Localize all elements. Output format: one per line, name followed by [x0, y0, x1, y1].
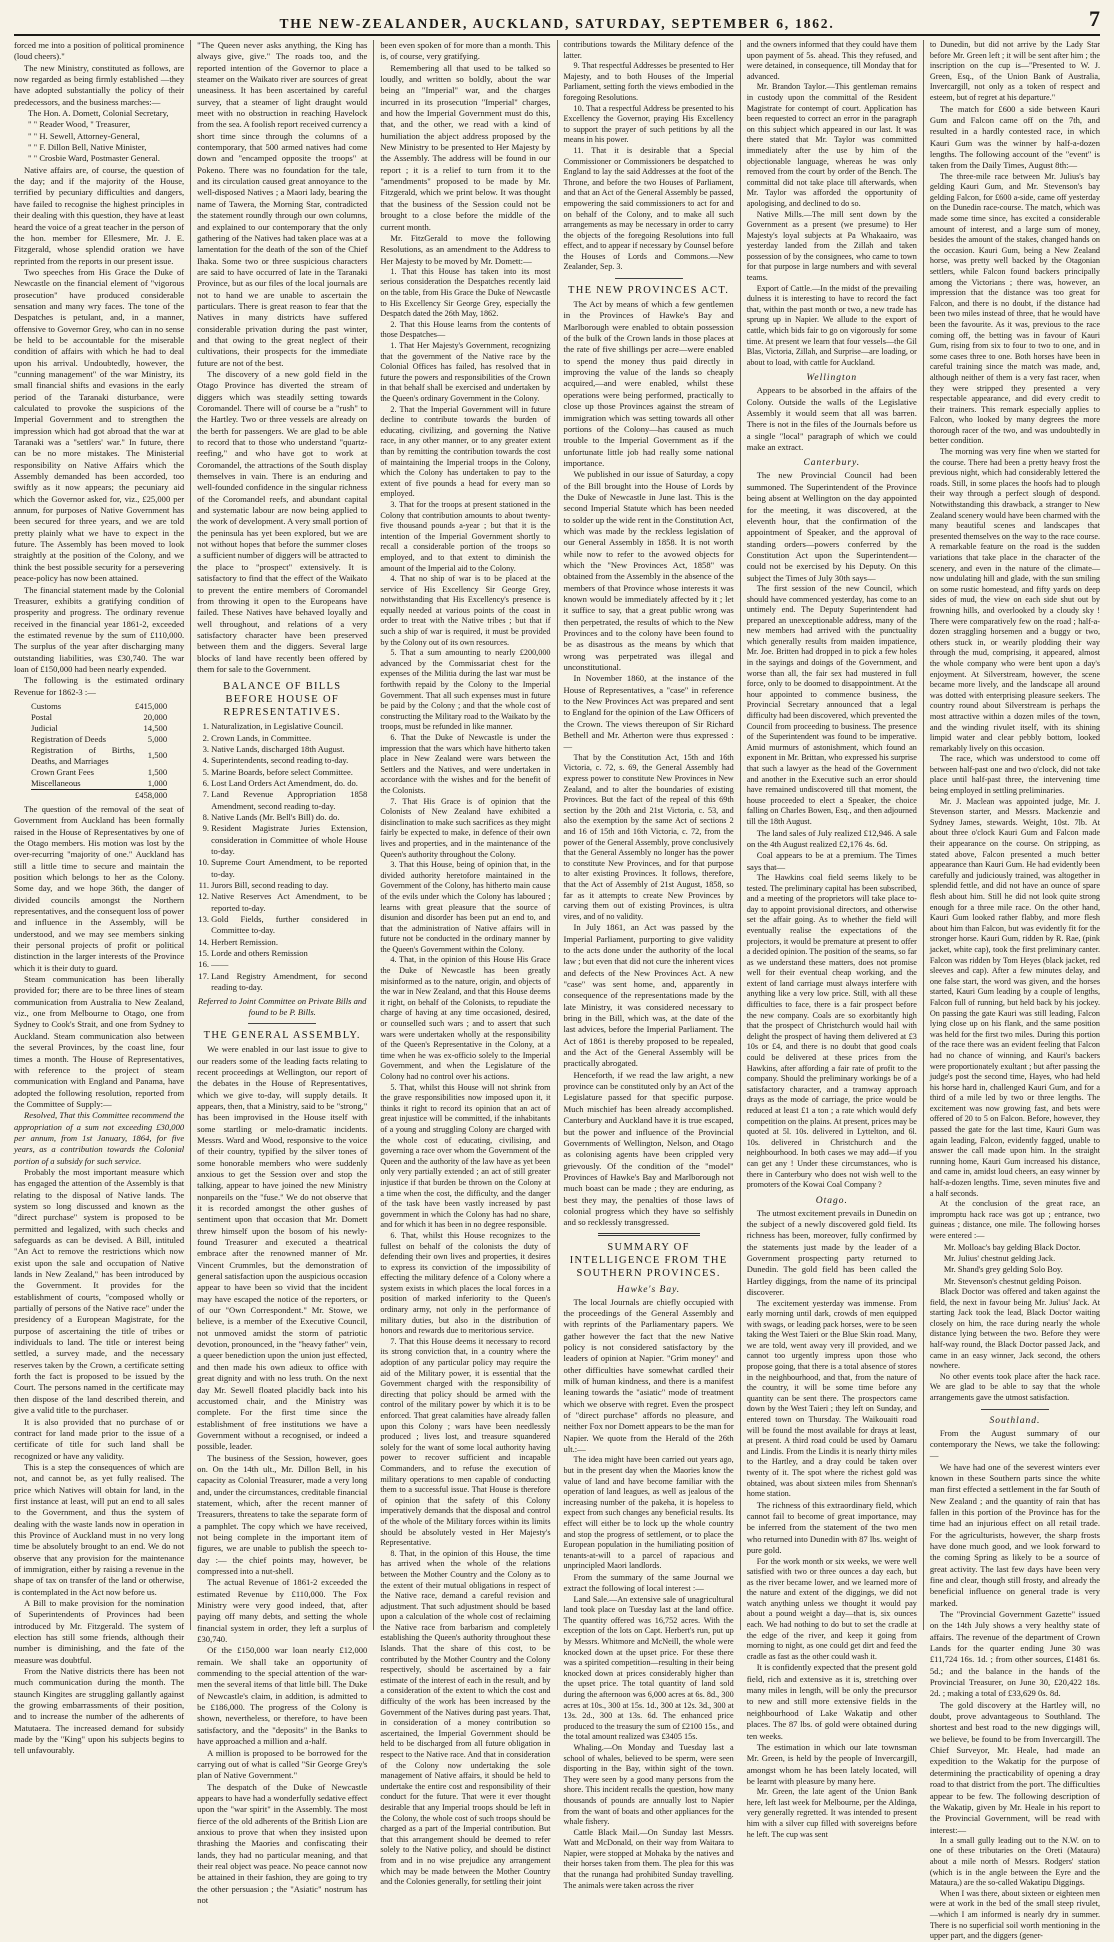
paragraph: The excitement yesterday was immense. From early morning until dark, crowds of men equipped with swags, or leading pack horses, were to be seen taking the West Taieri or the Blue Skin road. Many, we are told, went away very ill provided, and we cannot too urgently impress upon those who propose going, that there is a total absence of stores in the neighbourhood, and that, from the nature of the country, it will be some time before any quantity can be sent there. The prospectors came down by the West Taieri ; they left on Sunday, and entered town on Thursday. The Waikouaiti road will be found the most available for drays at least, at present. A third road could be used by Oamaru and Lindis. From the Lindis it is nearly thirty miles to the Hartley, and a dray could be taken over twenty of it. The spot where the richest gold was obtained, was about sixteen miles from Shennan's home station.	[746, 1298, 917, 1499]
revenue-amount: £415,000	[134, 700, 168, 711]
list-item: 7. Land Revenue Appropriation 1858 Amendment, second reading to-day.	[211, 789, 367, 812]
divider	[248, 1023, 316, 1024]
revenue-label: Judicial	[31, 722, 58, 733]
paragraph: The race, which was understood to come off between half-past one and two o'clock, did not take place until half-past three, the intervening time being employed in settling preliminaries.	[929, 754, 1101, 796]
paragraph: Coal appears to be at a premium. The Times says that—	[746, 850, 917, 872]
paragraph: The local Journals are chiefly occupied with the proceedings of the General Assembly and with reprints of the Parliamentary papers. We gather however the fact that the new Native policy is not considered satisfactory by the leaders of opinion at Napier. "Grim money" and other difficulties have somewhat cardled their milk of human kindness, and there is a manifest leaning towards the "asiatic" mode of treatment which we observe with regret. Even the prospect of "direct purchase" affords no pleasure, and neither Fox nor Domett appears to be the man for Napier. We quote from the Herald of the 26th ult.:—	[563, 1296, 734, 1455]
table-total-row	[31, 789, 167, 801]
paragraph: The discovery of a new gold field in the Otago Province has diverted the stream of diggers which was steadily setting towards Coromandel. There will of course be a "rush" to the Hartley. Two or three vessels are already on the berth for passengers. We are glad to be able to record that to those who understand "quartz-reefing," and who have got to work at Coromandel, the attractions of the South display themselves in vain. There is an enduring and well-founded confidence in the singular richness of the Coromandel reefs, and abundant capital and systematic labour are now being applied to the work of development. A very small portion of the peninsula has yet been explored, but we are not without hopes that before the summer closes a sufficient number of diggers will be attracted to the place to "prospect" extensively. It is satisfactory to find that the effect of the Waikato to prevent the entire members of Coromandel from throwing it open to the Europeans have failed. These Natives have behaved loyally and well throughout, and relations of a very satisfactory character have been preserved between them and the diggers. Several large blocks of land have recently been offered by them for sale to the Government.	[197, 368, 368, 674]
list-item: Mr. Julius' chestnut gelding Jack.	[943, 1253, 1056, 1263]
paragraph: From the August summary of our contemporary the News, we take the following:—	[929, 1427, 1101, 1461]
list-item: 9. Resident Magistrate Juries Extension, consideration in Committee of whole House to-day.	[211, 823, 367, 857]
paragraph: Mr. Green, the late agent of the Union Bank here, left last week for Melbourne, per the Aldinga, very generally regretted. It was intended to present him with a silver cup filled with sovereigns before he left. The cup was sent	[746, 1787, 917, 1839]
revenue-amount: 1,500	[147, 766, 168, 777]
resolution: 8. That, in the opinion of this House, the time has arrived when the whole of the relations between the Mother Country and the Colony as to the extent of their mutual obligations in respect of the Native race, demand a careful revision and adjustment. That such adjustment should be based upon a calculation of the whole cost of reclaiming the Native race from barbarism and completely establishing the Queen's authority throughout these Islands. That the share of this cost, to be contributed by the Mother Country and the Colony respectively, should be ascertained by a fair estimate of the interest of each in the result, and by a consideration of the extent to which the cost and difficulty of the work has been increased by the Government of the Natives during past years. That, in consideration of a money contribution so ascertained, the Imperial Government should be held to be discharged from all future obligation in respect to the Native race. And that in consideration of the Colony now undertaking the sole management of Native affairs, it should be held to undertake the entire cost and responsibility of their conduct for the future. That were it ever thought desirable that any Imperial troops should be left in the Colony, the whole cost of such troops should be charged as a part of the Imperial contribution. But that this arrangement should be deemed to refer solely to the Native policy, and should be distinct from and in no wise prejudice any arrangement which may be made between the Mother Country and the Colonies generally, for settling their joint	[380, 1548, 551, 1887]
paragraph: The despatch of the Duke of Newcastle appears to have had a wonderfully sedative effect upon the "war spirit" in the Assembly. The most fierce of the old adherents of the British Lion are anxious to prove that when they insisted upon thrashing the Maories and confiscating their lands, they had no particular meaning, and that their real object was peace. No peace cannot now be attained in their fashion, they are going to try the other persuasion ; the "Asiatic" nostrum has not	[197, 1781, 368, 1905]
paragraph: The question of the removal of the seat of Government from Auckland has been formally raised in the House of Representatives by one of the Otago members. His motion was lost by the over-recurring "majority of one." Auckland has still a little time to secure and maintain the position which belongs to her as the Colony. Some day, and we hope 36th, the danger of divided councils amongst the Northern representatives, and the consequent loss of power and influence in the Assembly, will be understood, and we may see members sinking their personal projects of profit or political distinction in the larger interests of the Province which it is their duty to guard.	[14, 803, 185, 973]
paragraph: It is also provided that no purchase of or contract for land made prior to the issue of a certificate of title for such land shall be recognized or have any validity.	[14, 1416, 185, 1461]
revenue-amount: 20,000	[143, 711, 168, 722]
paragraph: Mr. J. Maclean was appointed judge, Mr. J. Stevenson starter, and Messrs. Mackenzie and Sydney James, stewards. Weight, 10st. 7lb. At about three o'clock Kauri Gum and Falcon made their appearance on the course. On stripping, as stated above, Falcon presented a much better appearance than Kauri Gum. He had evidently been carefully and judiciously trained, was altogether in splendid fettle, and did not have an ounce of spare flesh about him. Still he did not look quite strong enough for a three mile race. On the other hand, Kauri Gum looked rather flabby, and more flesh about him than Falcon, but was evidently fit for the stronger horse. Kauri Gum, ridden by R. Rae, (pink jacket, white cap), took the first preliminary canter. Falcon was ridden by Tom Heyes (black jacket, red sleeves and cap). After a few minutes delay, and one false start, the word was given, and the horses started, Kauri Gum leading by a couple of lengths, Falcon full of running, but held back by his jockey. On passing the gate Kauri was still leading, Falcon lying close up on his flank, and the same position was held for the first two miles. During this portion of the race there was an evident feeling that Falcon had no chance of winning, and Kauri's backers were proportionately exultant ; but after passing the judge's post the second time, Hayes, who had held his horse hard in, challenged Kauri Gum, and for a third of a mile led by two or three lengths. The excitement was now growing fast, and bets were offered of 20 to 5 on Falcon. Before, however, they passed the gate for the last time, Kauri Gum was again leading, Falcon, evidently fagged, unable to answer the call made upon him. In the straight running home, Kauri Gum increased his distance, and came in, amidst loud cheers, an easy winner by half-a-dozen lengths. Time, seven minutes five and a half seconds.	[929, 796, 1101, 1198]
paragraph: From the summary of the same Journal we extract the following of local interest :—	[563, 1571, 734, 1594]
revenue-amount: 1,500	[147, 750, 168, 761]
list-item: 4. Superintendents, second reading to-day.	[211, 755, 367, 766]
paragraph: "The Queen never asks anything, the King has always give, give." The roads too, and the reported intention of the Governor to place a steamer on the Waikato river are sources of great uneasiness. It has been ascertained by careful survey, that a steamer of light draught would meet with no obstruction in reaching Havelock from the sea. A foolish report received currency a short time since through the columns of a contemporary, that 500 armed natives had come down and "encamped opposite the troops" at Pokeno. There was no foundation for the tale, and its circulation caused great annoyance to the well-disposed Natives ; a Maori lady, bearing the name of Tawera, the Morning Star, contradicted the statement roundly through our own columns, and explained to our contemporary that the only gathering of the Natives had taken place was at a lamentation for the death of the son of the Chief Ihaka. Some two or three suspicious characters are said to have occurred of late in the Taranaki Province, but as our files of the local journals are not to hand we are unable to ascertain the particulars. There is great reason to fear that the Natives in many districts have suffered considerable privation during the past winter, and that owing to the great neglect of their cultivations, their prospects for the immediate future are not of the best.	[197, 40, 368, 368]
resolution: 6. That, whilst this House recognizes to the fullest on behalf of the colonists the duty of defending their own lives and properties, it desires to express its conviction of the impossibility of effecting the military defence of a Colony where a system exists in which places the local forces in a position of marked inferiority to the Queen's ordinary army, not only in the performance of military duties, but also in the distribution of honors and rewards due to meritorious service.	[380, 1230, 551, 1336]
paragraph: been even spoken of for more than a month. This is, of course, very gratifying.	[380, 40, 551, 62]
resolution: 6. That the Duke of Newcastle is under the impression that the wars which have hitherto taken place in New Zealand were wars between the Settlers and the Natives, and were undertaken in accordance with the wishes and for the benefit of the Colonists.	[380, 733, 551, 795]
list-item: 14. Herbert Remission.	[211, 937, 367, 948]
paragraph: We published in our issue of Saturday, a copy of the Bill brought into the House of Lords by the Duke of Newcastle in June last. This is the second Imperial Statute which has been needed to solder up the wide rent in the Constitution Act, which was made by the reckless legislation of our General Assembly in 1858. It is not worth while now to refer to the avowed objects for which the "New Provinces Act, 1858" was obtained from the Assembly in the absence of the members of that Province whose interests it was known would be immediately affected by it ; let it suffice to say, that a great public wrong was then perpetrated, the results of which to the New Provinces and to the colony have been found to be as disastrous as the means by which that wrong was perpetrated was illegal and unconstitutional.	[563, 469, 734, 673]
ministry-entry: " " H. Sewell, Attorney-General,	[28, 130, 140, 141]
paragraph: Black Doctor was offered and taken against the field, the next in favour being Mr. Julius' Jack. At starting Jack took the lead, Black Doctor waiting closely on him, the race during nearly the whole distance lying between the two. Before they were half-way round, the Black Doctor passed Jack, and came in an easy winner, Jack second, the others nowhere.	[929, 1286, 1101, 1371]
subsection-heading: Southland.	[989, 1415, 1041, 1426]
revenue-amount: 14,500	[143, 722, 168, 733]
section-heading: SUMMARY OF INTELLIGENCE FROM THE SOUTHERN PROVINCES.	[569, 1241, 728, 1279]
paragraph: We were enabled in our last issue to give to our readers some of the leading facts relating to recent proceedings at Wellington, our report of the debates in the House of Representatives, which we give to-day, will supply details. It appears, then, that a Ministry, said to be "strong," has been improvised in the House itself with some startling or melo-dramatic incidents. Messrs. Ward and Wood, responsive to the voice of their country, typified by the silver tones of some honorable members who were suddenly anxious to get the Session over and stop the talking, appear to have joined the new Ministry nonpareils on the "fuse." We do not observe that it is recorded amongst the other gushes of sentiment upon that occasion that Mr. Domett threw himself upon the bosom of his newly-found Treasurer and executed a theatrical embrace after the renowned manner of Mr. Vincent Crummles, but the demonstration of general satisfaction upon the auspicious occasion appear to have been so vivid that the incident may have escaped the notice of the reporters, or of our "Own Correspondent." Mr. Stowe, we believe, is a member of the Executive Council, not unmoved amidst the storm of patriotic devotion, pronounced, in the "heavy father" vein, a queer benediction upon the union just effected, and then made his own adieux to office with great dignity and with no less truth. On the next day Mr. Sewell floated placidly back into his accustomed chair, and the Ministry was complete. For the first time since the establishment of free institutions we have a Government without a recognised, or indeed a possible, leader.	[197, 1044, 368, 1452]
paragraph: Steam communication has been liberally provided for; there are to be three lines of steam communication from Australia to New Zealand, viz., one from Melbourne to Otago, one from Sydney to Cook's Strait, and one from Sydney to Auckland. Steam communication also between the several Provinces, by the coast line, four times a month. The House of Representatives, with reference to the project of steam communication with England and Panama, have adopted the following resolution, reported from the Committee of Supply:—	[14, 974, 185, 1109]
list-item: 16. ——	[211, 959, 367, 970]
paragraph: The estimation in which our late townsman Mr. Green, is held by the people of Invercargill, amongst whom he has been lately located, will be learnt with pleasure by many here.	[746, 1741, 917, 1786]
paragraph: contributions towards the Military defence of the latter.	[563, 40, 734, 60]
resolution: 1. That Her Majesty's Government, recognizing that the government of the Native race by the Colonial Offices has failed, has resolved that in future the powers and responsibilities of the Crown in that behalf shall be exercised and undertaken by the Queen's ordinary Government in the Colony.	[380, 341, 551, 403]
resolution: 2. That the Imperial Government will in future decline to contribute towards the burden of educating, civilizing, and governing the Native race, in any other manner, or to any greater extent than by remitting the contribution towards the cost of maintaining the Imperial troops in the Colony, which the Colony has undertaken to pay to the extent of five pounds a head for every man so employed.	[380, 404, 551, 499]
paragraph: The business of the Session, however, goes on. On the 14th ult., Mr. Dillon Bell, in his capacity as Colonial Treasurer, made a very long and, under the circumstances, creditable financial statement, which, after the recent manner of Treasurers, threatens to take the separate form of a pamphlet. The copy which we have received, not being complete in the important item of figures, we are unable to publish the speech to-day :— the chief points may, however, be compressed into a nut-shell.	[197, 1452, 368, 1576]
resolution: 3. That this House, being of opinion that, in the divided authority heretofore maintained in the Government of the Colony, has hitherto main cause of the evils under which the Colony has laboured ; learns with great pleasure that the source of disunion and disorder has been put an end to, and that the administration of Native affairs will in future not be conducted in the ordinary manner by the Queen's Government within the Colony.	[380, 860, 551, 954]
resolution: 4. That, in the opinion of this House His Grace the Duke of Newcastle has been greatly misinformed as to the nature, origin, and objects of the war in New Zealand, and that this House deems it right, on behalf of the Colonists, to repudiate the charge of having at any time occasioned, desired, or counselled such wars ; and to assert that such wars were undertaken wholly at the responsibility of the Queen's Representative in the Colony, at a time when he was ex-officio solely to the Imperial Government, and when the Legislature of the Colony had no control over his actions.	[380, 955, 551, 1081]
revenue-label: Customs	[31, 700, 62, 711]
paragraph: Whaling.—On Monday and Tuesday last a school of whales, believed to be sperm, were seen disporting in the Bay, within sight of the town. They were seen by a good many persons from the shore. This incident recalls the question, how many thousands of pounds are annually lost to Napier from the want of boats and other appliances for the whale fishery.	[563, 1742, 734, 1827]
paragraph: 9. That respectful Addresses be presented to Her Majesty, and to both Houses of the Imperial Parliament, setting forth the views embodied in the foregoing Resolutions.	[563, 61, 734, 102]
resolution: 1. That this House has taken into its most serious consideration the Despatches recently laid on the table, from His Grace the Duke of Newcastle to His Excellency Sir George Grey, especially the Despatch dated the 26th May, 1862.	[380, 266, 551, 319]
paragraph: We have had one of the severest winters ever known in these Southern parts since the white man first effected a settlement in the far South of New Zealand ; and the quantity of rain that has fallen in this portion of the Province has for the time had an injurious effect on all retail trade. For the agriculturists, however, the sharp frosts have done much good, and we look forward to the coming Spring as likely to be a source of great activity. The last few days have been very fine and clear, though still frosty, and already the beneficial influence on general trade is very marked.	[929, 1461, 1101, 1608]
columns	[14, 40, 1101, 1941]
list-item: Mr. Stevenson's chestnut gelding Poison.	[943, 1276, 1082, 1286]
paragraph: For the work month or six weeks, we were well satisfied with two or three ounces a day each, but as the river became lower, and we learned more of the nature and extent of the diggings, we did not watch anything unless we thought it would pay about a pound weight a day—that is, six ounces each. We had nothing to do but to set the cradle at the edge of the river, and keep it going from morning to night, as one could get dirt and feed the cradle as fast as the other could wash it.	[746, 1556, 917, 1661]
paragraph: Of the £150,000 war loan nearly £12,000 remain. We shall take an opportunity of commending to the special attention of the war-men the several items of that little bill. The Duke of Newcastle's claim, in addition, is admitted to be £186,000. The progress of the Colony is shown, nevertheless, or therefore, to have been satisfactory, and the "deposits" in the Banks to have approached a million and a-half.	[197, 1645, 368, 1747]
column-2	[191, 40, 374, 1905]
list-item: 6. Lost Land Orders Act Amendment, do. do.	[211, 778, 367, 789]
subsection-heading: Otago.	[815, 1195, 848, 1206]
table-row	[31, 767, 167, 778]
column-1	[14, 40, 191, 1756]
column-6	[924, 40, 1101, 1941]
list-item: 10. Supreme Court Amendment, to be reported to-day.	[211, 857, 367, 880]
paragraph: forced me into a position of political prominence (loud cheers)."	[14, 40, 185, 62]
table-row	[31, 701, 167, 712]
section-heading: THE NEW PROVINCES ACT.	[567, 285, 730, 297]
resolution: 7. That this House deems it necessary to record its strong conviction that, in a country where the adoption of any particular policy may require the aid of the Military power, it is essential that the Government charged with the responsibility of directing that policy should be armed with the control of the military power by which it is to be enforced. That great calamities have already fallen upon this Colony ; wars have been needlessly produced ; lives lost, and treasure squandered solely for the want of some local authority having power to recover sufficient and incapable Commanders, and to refuse the execution of military operations to men capable of conducting them to a successful issue. That House is therefore of opinion that the safety of this Colony imperatively demands that the disposal and control of the whole of the Military forces within its limits should be absolutely vested in Her Majesty's Representative.	[380, 1336, 551, 1548]
paragraph: Mr. FitzGerald to move the following Resolutions, as an amendment to the Address to Her Majesty to be moved by Mr. Domett:—	[380, 232, 551, 266]
revenue-label: Postal	[31, 711, 53, 722]
paragraph: In July 1861, an Act was passed by the Imperial Parliament, purporting to give validity to the acts done under the authority of the local law ; but even that did not cure the inherent vices and defects of the New Provinces Act. A new "case" was sent home, and, apparently in consequence of the representations made by the late Ministry, it was considered necessary to bring in the Bill, which was, at the date of the last advices, before the Imperial Parliament. The Act of 1861 is thereby proposed to be repealed, and the Act of the General Assembly will be practically abrogated.	[563, 922, 734, 1069]
list-item: 15. Lorde and others Remission	[211, 948, 367, 959]
paragraph: Land Sale.—An extensive sale of unagricultural land took place on Tuesday last at the land office. The quantity offered was 16,752 acres. With the exception of the lots on Capt. Herbert's run, put up by Messrs. Whitmore and McNeill, the whole were knocked down at the upset price. For these there was a spirited competition—resulting in their being knocked down at prices considerably higher than the upset price. The total quantity of land sold during the afternoon was 6,000 acres at 6s. 8d., 300 acres at 10s., 300 at 15s. 1d., 300 at 12s. 3d., 300 at 13s. 2d., 300 at 13s. 6d. The enhanced price produced to the treasury the sum of £2100 15s., and the total amount realized was £3405 15s.	[563, 1594, 734, 1742]
paragraph: Mr. Brandon Taylor.—This gentleman remains in custody upon the committal of the Resident Magistrate for contempt of court. Application has been requested to correct an error in the paragraph on this subject which appeared in our last. It was there stated that Mr. Taylor was committed immediately after the use by him of the objectionable language, whereas he was only removed from the court by order of the Bench. The committal did not take place till afterwards, when Mr. Taylor was afforded the opportunity of apologising, and declined to do so.	[746, 82, 917, 208]
list-item: 3. Native Lands, discharged 18th August.	[211, 744, 367, 755]
resolution: 2. That this House learns from the contents of those Despatches—	[380, 319, 551, 340]
resolution: 5. That, whilst this House will not shrink from the grave responsibilities now imposed upon it, it thinks it right to record its opinion that an act of great injustice will be committed, if the inhabitants of a young and struggling Colony are charged with the whole cost of educating, civilising, and governing a race over whom the Government of the Queen and the authority of the law have as yet been only very partially extended ; an act of still greater injustice if that burden be thrown on the Colony at a time when the cost, the difficulty, and the danger of the task have been vastly increased by past government in which the Colony has had no share, and for which it has been in no degree responsible.	[380, 1082, 551, 1230]
resolution: 5. That a sum amounting to nearly £200,000 advanced by the Commissariat chest for the expenses of the Militia during the last war must be forthwith repaid by the Colony to the Imperial Government. That all such expenses must in future be paid by the Colony ; and that the whole cost of constructing the Military road to the Waikato by the troops, must be refunded in like manner.	[380, 648, 551, 732]
masthead	[14, 6, 1100, 32]
paragraph: That by the Constitution Act, 15th and 16th Victoria, c. 72, s. 69, the General Assembly had express power to constitute New Provinces in New Zealand, and to alter the boundaries of existing Provinces. But the fact of the repeal of this 69th section by the 20th and 21st Victoria, c. 53, and also the exemption by the same Act of sections 2 and 16 of 15th and 16th Victoria, c. 72, from the power of the General Assembly, prove conclusively that the General Assembly no longer has the power to constitute New Provinces, and for that purpose to alter existing Provinces. It follows, therefore, that the Act of Assembly of 21st August, 1858, so far as it attempts to create New Provinces by carving them out of existing Provinces, is ultra vires, and of no validity.	[563, 752, 734, 921]
list-item: 17. Land Registry Amendment, for second reading to-day.	[211, 971, 367, 994]
paragraph: The morning was very fine when we started for the course. There had been a pretty heavy frost the previous night, which had considerably lettered the roads. Still, in some places the hoofs had to plough their way through a perfect slough of despond. Notwithstanding this drawback, a stranger to New Zealand scenery would have been charmed with the many beautiful scenes and landscapes that presented themselves on the way to the race course. A remarkable feature on the road is the sudden variations that take place in the character of the scenery, and even in the nature of the climate—now undulating hill and glade, with the sun smiling on some rustic homestead, and fifty yards on deep sides of mud, the view on each side shut out by frowning hills, and overlooked by a cloudy sky ! There were comparatively few on the road ; half-a-dozen straggling horsemen and a buggy or two, others stuck in, or wearily plodding their way through the mud, comprising, it appeared, almost the whole company who were bent upon a day's enjoyment. At Silverstream, however, the scene became more lively, and the landscape all around was dotted with enterprising pleasure seekers. The country round about Silverstream is perhaps the most attractive within a dozen miles of the town, and the winding rivulet itself, with its shining limpid water and clear pebbly bottom, looked remarkably lively on this occasion.	[929, 447, 1101, 753]
resolution: 3. That for the troops at present stationed in the Colony that contribution amounts to about twenty-five thousand pounds a-year ; but that it is the intention of the Imperial Government shortly to recall a considerable portion of the troops so employed, and to that extent to diminish the amount of the Imperial aid to the Colony.	[380, 499, 551, 573]
masthead-rule	[14, 34, 1100, 36]
table-row	[31, 723, 167, 734]
list-item: 11. Jurors Bill, second reading to day.	[211, 880, 367, 891]
revenue-amount: 5,000	[147, 733, 168, 744]
list-item: 8. Native Lands (Mr. Bell's Bill) do. do.	[211, 812, 367, 823]
paragraph: Cattle Black Mail.—On Sunday last Messrs. Watt and McDonald, on their way from Waitara to Napier, were stopped at Mohaka by the natives and their horses taken from them. The plea for this was that the runanga had prohibited Sunday travelling. The animals were taken across the river	[563, 1827, 734, 1890]
paragraph: The first session of the new Council, which should have commenced yesterday, has come to an untimely end. The Deputy Superintendent had prepared an unexceptionable address, many of the new members had arrived with the punctuality which generally results from maiden impatience, Mr. Joe. Britten had dropped in to pick a few holes in the sayings and doings of the Government, and worse than all, the fair sex had mustered in full force, only to be doomed to disappointment. At the hour appointed to commence business, the Provincial Secretary announced that a legal difficulty had been discovered, which prevented the Council from proceeding to business. The presence of the Superintendent was found to be imperative. Amid murmurs of astonishment, which found an exponent in Mr. Brittan, who expressed his surprise that such a lawyer as the head of the Government and another in the Executive such an error should have remained undiscovered till that moment, the house proceeded to elect a Speaker, the choice falling on Charles Bowen, Esq., and then adjourned till the 18th August.	[746, 583, 917, 826]
paragraph: The "Provincial Government Gazette" issued on the 14th July shows a very healthy state of affairs. The revenue of the department of Crown Lands for the quarter ending June 30 was £11,724 16s. 1d. ; from other sources, £1481 6s. 5d.; and the balance in the hands of the Provincial Treasurer, on June 30, £20,422 18s. 2d. ; making a total of £33,629 0s. 8d.	[929, 1609, 1101, 1699]
paragraph: Resolved, That this Committee recommend the appropriation of a sum not exceeding £30,000 per annum, from 1st January, 1864, for five years, as a contribution towards the Colonial portion of a subsidy for such service.	[14, 1110, 185, 1166]
ministry-entry: " " Crosbie Ward, Postmaster General.	[28, 153, 160, 164]
paragraph: Probably the most important measure which has engaged the attention of the Assembly is that relating to the disposal of Native lands. The system so long discussed and known as the "direct purchase" system is proposed to be permitted and legalized, with such checks and safeguards as can be devised. A Bill, intituled "An Act to remove the restrictions which now exist upon the sale and occupation of Native lands in New Zealand," has been introduced by the Government. It provides for the establishment of courts, "composed wholly or partially of persons of the Native race" under the presidency of a European Magistrate, for the purpose of ascertaining the title of tribes or individuals to land. The title or interest being settled, a survey made, and the necessary reserves taken by the Crown, a certificate setting forth the fact is proposed to be issued by the Court. The persons named in the certificate may then dispose of the land described therein, and give a valid title to the purchaser.	[14, 1166, 185, 1416]
paragraph: 11. That it is desirable that a Special Commissioner or Commissioners be despatched to England to lay the said Addresses at the foot of the Throne, and before the two Houses of Parliament, and that an Act of the General Assembly be passed, empowering the said commissioners to act for and on behalf of the Colony, and to make all such arrangements as may be necessary in order to carry the objects of the foregoing Resolutions into full effect, and to appear if necessary by Counsel before the Houses of Lords and Commons.—New Zealander, Sep. 3.	[563, 145, 734, 272]
bills-note: Referred to Joint Committee on Private Bills and found to be P. Bills.	[198, 995, 367, 1017]
paragraph: The three-mile race between Mr. Julius's bay gelding Kauri Gum, and Mr. Stevenson's bay gelding Falcon, for £600 a-side, came off yesterday on the Dunedin race-course. The match, which was made some time since, has excited a considerable amount of interest, and a large sum of money, besides the amount of the stakes, changed hands on the occasion. Kauri Gum, being a New Zealand horse, was pretty well backed by the Otagonian settlers, while Falcon found backers principally among the Victorians ; there was, however, an impression that the distance was too great for Falcon, and there is no doubt, if the distance had been two miles instead of three, that he would have been the favourite. As it was, previous to the race coming off, the betting was in favour of Kauri Gum, rising from six to four to two to one, and in some cases three to one. Both horses have been in careful training since the match was made, and, although neither of them is a very fast racer, when they were stripped they presented a very respectable appearance, and did every credit to their trainers. This remark especially applies to Falcon, who looked by many degrees the more thorough racer of the two, and was undoubtedly in better condition.	[929, 171, 1101, 446]
paragraph: This is a step the consequences of which are not, and cannot be, as yet fully realised. The price which Natives will obtain for land, in the first instance at least, will put an end to all sales to the Government, and thus the system of dealing with the waste lands now in operation in this Province of Auckland must in no very long time be absolutely brought to an end. We do not observe that any provision for the maintenance of immigration, either by raising a revenue in the shape of tax on transfer of the land or otherwise, is contemplated in the Act now before us.	[14, 1461, 185, 1597]
bills-list	[197, 721, 367, 993]
paragraph: Remembering all that used to be talked so loudly, and written so boldly, about the war being an "Imperial" war, and the charges incurred in its prosecution "Imperial" charges, and how the Imperial Government must do this, that, and the other, we read with a kind of humiliation the abject address proposed by the New Ministry to be presented to Her Majesty by the Assembly. The address will be found in our report ; it is a relief to turn from it to the "amendments" proposed to be made by Mr. Fitzgerald, which we print below. It was thought that the business of the Session could not be brought to a close before the middle of the current month.	[380, 62, 551, 232]
subsection-heading: Wellington	[806, 373, 858, 384]
paragraph: A million is proposed to be borrowed for the carrying out of what is called "Sir George Grey's plan of Native Government."	[197, 1747, 368, 1781]
paragraph: The Hawkins coal field seems likely to be tested. The preliminary capital has been subscribed, and a meeting of the proprietors will take place to-day to appoint provisional directors, and otherwise set the affair going. As to whether the field will eventually realise the expectations of the projectors, it would be premature at present to offer a decided opinion. The position of the seams, so far as we understand these matters, does not promise well for their eventual cheap working, and the extent of land carriage must always interfere with anything like a very low price. Still, with all these difficulties to face, there is a fair prospect before the new company. Coals are so exorbitantly high that the prospect of Christchurch would hail with delight the prospect of having them delivered at £3 10s or £4, and there is no doubt that good coals could be delivered at these prices from the Hawkins, after affording a fair rate of profit to the company. Should the preliminary workings be of a satisfactory character, and a tramway approach drays as the mode of carriage, the price would be reduced at least £1 a ton ; a rate which would defy competition on the plains. At present, prices may be quoted at 5l. 10s. delivered in Lyttelton, and 6l. 10s. delivered in Christchurch and the neighbourhood. In both cases we may add—if you can get any ! Under these circumstances, who is there in Canterbury who does not wish well to the promoters of the Kowai Coal Company ?	[746, 872, 917, 1190]
ministry-entry: " " F. Dillon Bell, Native Minister,	[28, 142, 147, 153]
paragraph: The gold discovery at the Hartley will, no doubt, prove advantageous to Southland. The shortest and best road to the new diggings will, we believe, be found to be from Invercargill. The Chief Surveyor, Mr. Heale, had made an expedition to the Wakatip for the purpose of determining the practicability of opening a dray road to that district from the port. The difficulties appear to be few. The following description of the Wakatip, given by Mr. Heale in his report to the Provincial Government, will be read with interest:—	[929, 1699, 1101, 1835]
paragraph: Native affairs are, of course, the question of the day; and if the majority of the House, terrified by pecuniary difficulties and dangers, have failed to recognise the highest principles in their dealing with this question, they have at least heard the voice of a great teacher in the person of the hon. member for Ellesmere, Mr. J. E. Fitzgerald, whose splendid oration we have reprinted from the reports in our present issue.	[14, 164, 185, 266]
paragraph: The match for £600 a side between Kauri Gum and Falcon came off on the 7th, and resulted in a hardly contested race, in which Kauri Gum was the winner by half-a-dozen lengths. The following account of the "event" is taken from the Daily Times, August 8th:—	[929, 103, 1101, 171]
column-5	[741, 40, 924, 1839]
paragraph: In a small gully leading out to the N.W. on to one of these tributaries on the Oreti (Mataura) about a mile north of Messrs. Rodgers' station (which is in the angle between the Eyre and the Mataura,) are the so-called Wakatipu Diggings.	[929, 1835, 1101, 1888]
resolutions	[380, 267, 550, 1888]
paragraph: The following is the estimated ordinary Revenue for 1862-3 :—	[14, 675, 185, 697]
paragraph: Native Mills.—The mill sent down by the Government as a present (we presume) to Her Majesty's loyal subjects at Pa Whakaairo, was yesterday landed from the Zillah and taken possession of by the consignees, who came to town for that purpose in large numbers and with several teams.	[746, 209, 917, 283]
ministry-entry: " " Reader Wood, " Treasurer,	[28, 119, 131, 130]
paragraph: and the owners informed that they could have them upon payment of 5s. ahead. This they refused, and were detained, in consequence, till Monday that for advanced.	[746, 40, 917, 81]
revenue-label: Registration of Deeds	[31, 733, 106, 744]
paragraph: It is confidently expected that the present gold field, rich and extensive as it is, stretching over many miles in length, will be only the precursor to new and still more extensive fields in the neighbourhood of Lake Wakatip and other places. The 87 lbs. of gold were obtained during ten weeks.	[746, 1662, 917, 1741]
paragraph: No other events took place after the hack race. We are glad to be able to say that the whole arrangements gave the utmost satisfaction.	[929, 1371, 1101, 1402]
paragraph: When I was there, about sixteen or eighteen men were at work in the bed of the small steep rivulet,—which I am informed is nearly dry in summer. There is no superficial soil worth mentioning in the upper part, and the diggers (gener-	[929, 1888, 1101, 1941]
divider	[598, 1233, 700, 1236]
paragraph: A Bill to make provision for the nomination of Superintendents of Provinces had been introduced by Mr. Fitzgerald. The system of election has still some friends, although their number is diminishing, and the fate of the measure was doubtful.	[14, 1598, 185, 1665]
paragraph: The actual Revenue of 1861-2 exceeded the estimated Revenue by £110,000. The Fox Ministry were very good indeed, that, after paying off many debts, and setting the whole financial system in order, they left a surplus of £30,740.	[197, 1577, 368, 1645]
section-heading: THE GENERAL ASSEMBLY.	[203, 1030, 361, 1042]
paragraph: The Act by means of which a few gentlemen in the Provinces of Hawke's Bay and Marlborough were enabled to obtain possession of the bulk of the Crown lands in those places at the rate of five shillings per acre—were enabled to spend the money thus paid directly in improving the value of the lands so cheaply acquired,—and were enabled, whilst these operations were being performed, practically to close up those Provinces against the stream of immigration which was setting towards all other portions of the Colony—has caused as much trouble to the Imperial Government as if the unfortunate little job had really some national importance.	[563, 299, 734, 468]
paragraph: to Dunedin, but did not arrive by the Lady Star before Mr. Green left ; it will be sent after him ; the inscription on the cup is—"Presented to W. J. Green, Esq., of the Union Bank of Australia, Invercargill, not only as a token of respect and esteem, but of regret at his departure."	[929, 40, 1101, 102]
column-3	[374, 40, 557, 1887]
subsection-heading: Hawke's Bay.	[617, 1284, 681, 1295]
section-heading: BALANCE OF BILLS BEFORE HOUSE OF REPRESENTATIVES.	[223, 681, 342, 719]
paragraph: Export of Cattle.—In the midst of the prevailing dulness it is interesting to have to record the fact that, within the past month or two, a new trade has sprung up in Napier. We allude to the export of cattle, which bids fair to go on vigorously for some time. At present we learn that four vessels—the Gil Blas, Victoria, Zillah, and Surprise—are loading, or about to load, with cattle for Auckland.	[746, 283, 917, 367]
horses-list	[930, 1242, 1100, 1287]
divider	[981, 1409, 1049, 1410]
paragraph: 10. That a respectful Address be presented to his Excellency the Governor, praying His Excellency to support the prayer of such petitions by all the means in his power.	[563, 103, 734, 145]
list-item: Mr. Molloac's bay gelding Black Doctor.	[943, 1242, 1081, 1252]
table-row	[31, 712, 167, 723]
revenue-label: Miscellaneous	[31, 777, 81, 788]
paragraph: At the conclusion of the great race, an impromptu hack race was got up ; entrance, two guineas ; distance, one mile. The following horses were entered :—	[929, 1199, 1101, 1240]
list-item: 5. Marine Boards, before select Committee.	[211, 767, 367, 778]
paragraph: The new Provincial Council had been summoned. The Superintendent of the Province being absent at Wellington on the day appointed for the meeting, it was discovered, at the eleventh hour, that the confirmation of the appointment of Speaker, and the approval of standing orders—powers conferred by the Constitution Act upon the Superintendent—could not be exercised by his Deputy. On this subject the Times of July 30th says—	[746, 470, 917, 583]
paragraph: From the Native districts there has been not much communication during the month. The staunch Kingites are struggling gallantly against the growing embarrassments of their position, and to increase the number of the adherents of Matutaera. The increased demand for subsidy made by the "King" upon his subjects begins to tell unfavourably.	[14, 1666, 185, 1756]
list-item: 1. Naturalization, in Legislative Council.	[211, 721, 367, 732]
revenue-total: £458,000	[134, 789, 168, 800]
paragraph: The utmost excitement prevails in Dunedin on the subject of a newly discovered gold field. Its richness has been, moreover, fully confirmed by the statements just made by the leader of a Government prospecting party returned to Dunedin. The gold field has been called the Hartley diggings, from the name of its principal discoverer.	[746, 1207, 917, 1298]
paragraph: The richness of this extraordinary field, which cannot fail to become of great importance, may be inferred from the statement of the two men who returned into Dunedin with 87 lbs. weight of pure gold.	[746, 1499, 917, 1556]
list-item: Mr. Shand's grey gelding Solo Boy.	[943, 1265, 1063, 1275]
revenue-label: Registration of Births, Deaths, and Marriages	[31, 744, 135, 766]
divider	[615, 278, 683, 279]
list-item: 12. Native Reserves Act Amendment, to be reported to-day.	[211, 891, 367, 914]
page-number: 7	[1089, 6, 1100, 31]
revenue-amount: 1,000	[147, 777, 168, 788]
paragraph: The idea might have been carried out years ago, but in the present day when the Maories know the value of land and have become familiar with the operation of land leagues, as well as jealous of the increasing number of the pakeha, it is hopeless to expect from such changes any beneficial results. Its effect will either be to lock up the whole country and stop the progress of settlement, or to place the European population in the humiliating position of tenants-at-will to a parcel of rapacious and unprincipled Maori landlords.	[563, 1455, 734, 1571]
paragraph: The land sales of July realized £12,946. A sale on the 4th August realized £2,176 4s. 6d.	[746, 827, 917, 849]
paragraph: Two speeches from His Grace the Duke of Newcastle on the financial element of "vigorous prosecution" have produced considerable sensation and many wry faces. The tone of the Despatches is petulant, and, in a manner, offensive to Governor Grey, who can in no sense be held to be accountable for the miserable condition of affairs with which he had to deal upon his arrival. Undoubtedly, however, the "cunning management" of the war Ministry, its small financial shifts and evasions in the early period of the Taranaki disturbance, were calculated to provoke the suspicions of the Imperial Government and to strengthen the impression which had got abroad that the war at Taranaki was a "settlers' war." In future, there can be no more mistakes. The Ministerial responsibility on Native Affairs which the Assembly demanded has been accorded, too swiftly as it now appears; the pecuniary aid which the Governor asked for, viz., £25,000 per annum, for purposes of Native Government has been secured for three years, and we are told pretty plainly what we have to expect in the future. The Assembly has been moved to look straightly at the position of the Colony, and we think the best possible security for a persevering peace-policy has now been attained.	[14, 266, 185, 584]
ministry-entry: The Hon. A. Domett, Colonial Secretary,	[28, 108, 169, 119]
table-row	[31, 778, 167, 790]
subsection-heading: Canterbury.	[803, 458, 861, 469]
paragraph: The financial statement made by the Colonial Treasurer, exhibits a gratifying condition of prosperity and progress. The ordinary revenue received in the financial year 1861-2, exceeded the estimated revenue by the sum of £110,000. The surplus of the year after discharging many outstanding liabilities, was £30,740. The war loan of £150,000 had been nearly expended.	[14, 584, 185, 674]
resolution: 4. That no ship of war is to be placed at the service of His Excellency Sir George Grey, notwithstanding that His Excellency's presence is equally needed at various points of the coast in order to treat with the Native tribes ; but that if such a ship of war is required, it must be provided by the Colony out of its own resources.	[380, 574, 551, 647]
list-item: 2. Crown Lands, in Committee.	[211, 733, 367, 744]
column-4	[558, 40, 741, 1890]
table-row	[31, 734, 167, 745]
paragraph: Appears to be absorbed in the affairs of the Colony. Outside the walls of the Legislative Assembly it would seem that all was barren. There is not in the files of the Journals before us a single "local" paragraph of which we could make an extract.	[746, 385, 917, 453]
table-row	[31, 745, 167, 767]
resolution: 7. That His Grace is of opinion that the Colonists of New Zealand have exhibited a disinclination to make such sacrifices as they might fairly be expected to make, in defence of their own lives and properties, and in the maintenance of the Queen's authority throughout the Colony.	[380, 796, 551, 859]
revenue-label: Crown Grant Fees	[31, 766, 95, 777]
ministry-list	[14, 108, 184, 165]
paragraph: In November 1860, at the instance of the House of Representatives, a "case" in reference to the New Provinces Act was prepared and sent to England for the opinion of the Law Officers of the Crown. The views thereupon of Sir Richard Bethell and Mr. Atherton were thus expressed :—	[563, 673, 734, 752]
list-item: 13. Gold Fields, further considered in Committee to-day.	[211, 914, 367, 937]
masthead-title: THE NEW-ZEALANDER, AUCKLAND, SATURDAY, SEPTEMBER 6, 1862.	[279, 16, 835, 31]
paragraph: The new Ministry, constituted as follows, are now regarded as being firmly established —they have adopted substantially the policy of their predecessors, and the business marches:—	[14, 62, 185, 107]
revenue-table	[31, 701, 167, 801]
paragraph: Henceforth, if we read the law aright, a new province can be constituted only by an Act of the Legislature passed for that specific purpose. Much mischief has been already accomplished. Canterbury and Auckland have it is true escaped, but the power and influence of the Provincial Governments of Wellington, Nelson, and Otago as colonising agents have been crippled very grievously. Of the condition of the "model" Provinces of Hawke's Bay and Marlborough not much boast can be made ; they are enduring, as best they may, the penalties of those laws of colonial progress which they have so selfishly and so recklessly transgressed.	[563, 1069, 734, 1228]
